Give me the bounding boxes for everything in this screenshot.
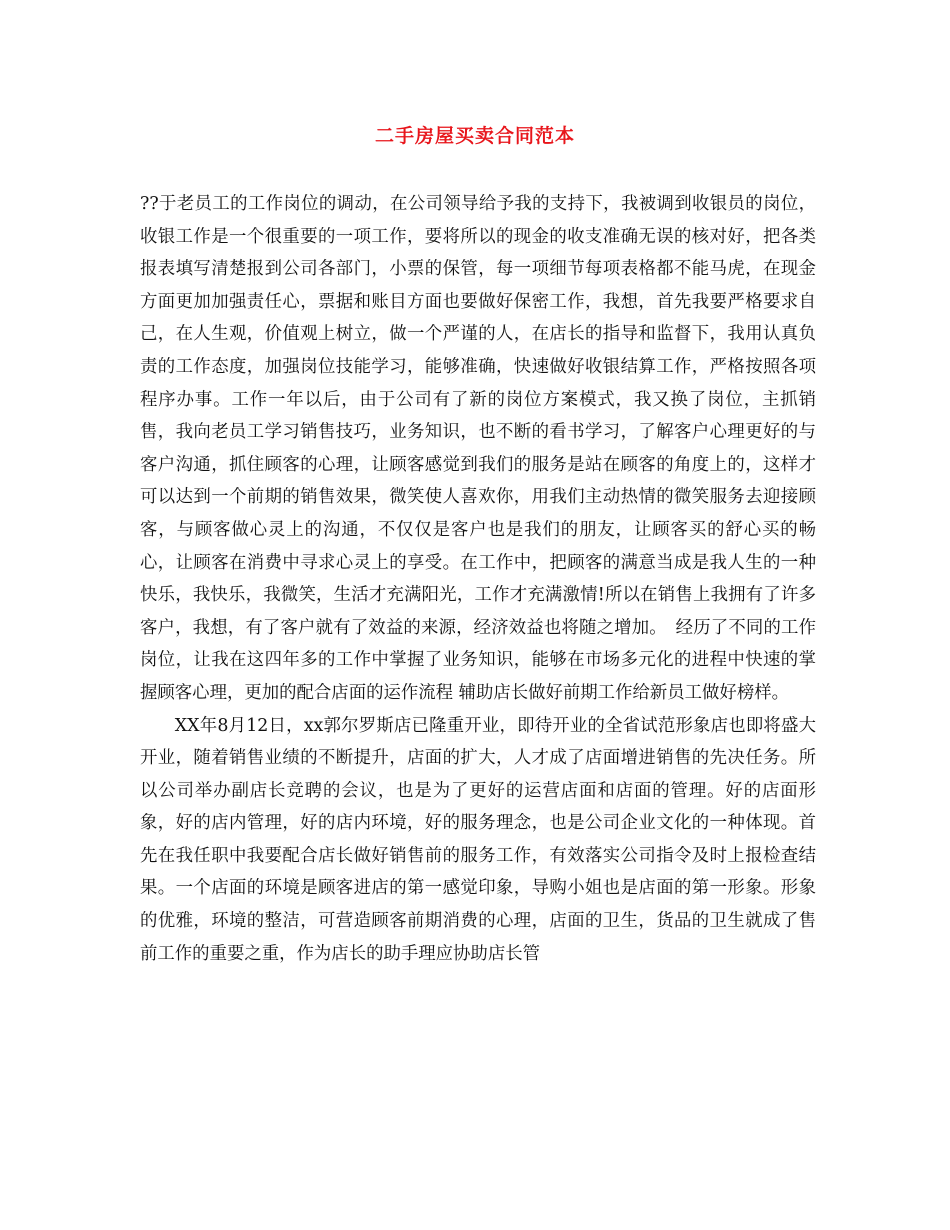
document-body bbox=[140, 188, 816, 970]
body-paragraph-1: ??于老员工的工作岗位的调动，在公司领导给予我的支持下，我被调到收银员的岗位，收银工作是一个很重要的一项工作，要将所以的现金的收支准确无误的核对好，把各类报表填写清楚报到公司各部门，小票的保管，每一项细节每项表格都不能马虎，在现金方面更加加强责任心，票据和账目方面也要做好保密工作，我想，首先我要严格要求自己，在人生观，价值观上树立，做一个严谨的人，在店长的指导和监督下，我用认真负责的工作态度，加强岗位技能学习，能够准确，快速做好收银结算工作，严格按照各项程序办事。工作一年以后，由于公司有了新的岗位方案模式，我又换了岗位，主抓销售，我向老员工学习销售技巧，业务知识，也不断的看书学习，了解客户心理更好的与客户沟通，抓住顾客的心理，让顾客感觉到我们的服务是站在顾客的角度上的，这样才可以达到一个前期的销售效果，微笑使人喜欢你，用我们主动热情的微笑服务去迎接顾客，与顾客做心灵上的沟通，不仅仅是客户也是我们的朋友，让顾客买的舒心买的畅心，让顾客在消费中寻求心灵上的享受。在工作中，把顾客的满意当成是我人生的一种快乐，我快乐，我微笑，生活才充满阳光，工作才充满激情!所以在销售上我拥有了许多客户，我想，有了客户就有了效益的来源，经济效益也将随之增加。 经历了不同的工作岗位，让我在这四年多的工作中掌握了业务知识，能够在市场多元化的进程中快速的掌握顾客心理，更加的配合店面的运作流程 辅助店长做好前期工作给新员工做好榜样。 bbox=[140, 194, 816, 703]
body-paragraph-2: XX年8月12日，xx郭尔罗斯店已隆重开业，即待开业的全省试范形象店也即将盛大开业，随着销售业绩的不断提升，店面的扩大，人才成了店面增进销售的先决任务。所以公司举办副店长竞聘的会议，也是为了更好的运营店面和店面的管理。好的店面形象，好的店内管理，好的店内环境，好的服务理念，也是公司企业文化的一种体现。首先在我任职中我要配合店长做好销售前的服务工作，有效落实公司指令及时上报检查结果。一个店面的环境是顾客进店的第一感觉印象，导购小姐也是店面的第一形象。形象的优雅，环境的整洁，可营造顾客前期消费的心理，店面的卫生，货品的卫生就成了售前工作的重要之重，作为店长的助手理应协助店长管 bbox=[140, 715, 816, 964]
document-title: 二手房屋买卖合同范本 bbox=[374, 125, 575, 147]
